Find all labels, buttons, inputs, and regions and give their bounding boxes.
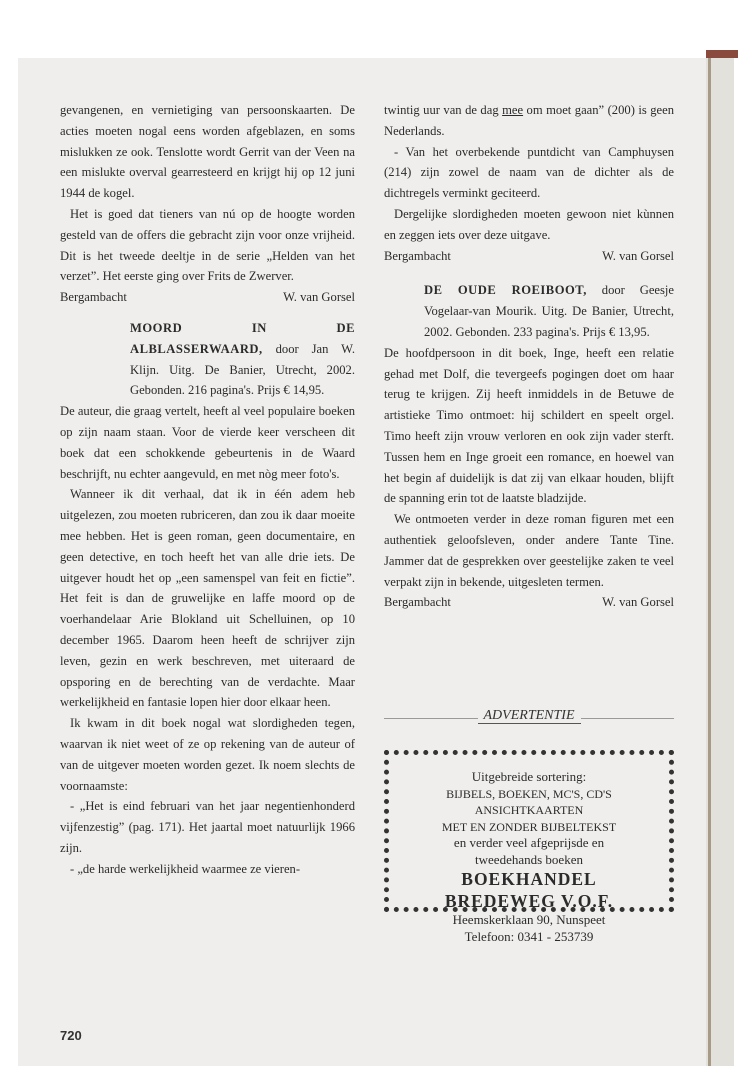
book-details: door Geesje Vogelaar-van Mourik. Uitg. De Banier, Utrecht, 2002. Gebonden. 233 pagina's. Prijs € 13,95.	[424, 283, 674, 339]
advertisement-box	[384, 750, 674, 944]
page-edge-mark	[706, 50, 738, 58]
paragraph: Het is goed dat tieners van nú op de hoogte worden gesteld van de offers die gebracht zijn voor onze vrijheid. Dit is het tweede deeltje in de serie „Helden van het verzet”. Het eerste ging over Frits de Zwerver.	[60, 206, 355, 284]
paragraph: Wanneer ik dit verhaal, dat ik in één adem heb uitgelezen, zou moeten rubriceren, dan zou ik daar moeite mee hebben. Het is geen roman, geen documentaire, en geen detective, en toch heeft het van alle drie iets. De uitgever houdt het op „een samenspel van feit en fictie”. Het feit is dan de gruwelijke en laffe moord op de voerhandelaar Arie Blokland uit Schelluinen, op 10 december 1965. Daarom heen heeft de schrijver zijn leven, gezin en werk beschreven, met uiteraard de opsporing en de berechting van de verdachte. Maar werkelijkheid en fantasie lopen hier door elkaar heen.	[60, 487, 355, 710]
shop-address: Heemskerklaan 90, Nunspeet	[452, 912, 606, 927]
shop-phone: Telefoon: 0341 - 253739	[464, 928, 594, 944]
advert-line: ANSICHTKAARTEN	[474, 803, 584, 817]
signature-name: W. van Gorsel	[602, 595, 674, 610]
advert-line: BIJBELS, BOEKEN, MC'S, CD'S	[446, 786, 612, 801]
book-entry-header	[424, 280, 674, 342]
book-details: door Jan W. Klijn. Uitg. De Banier, Utrecht, 2002. Gebonden. 216 pagina's. Prijs € 14,95.	[130, 341, 355, 398]
paragraph: - „Het is eind februari van het jaar negentienhonderd vijfenzestig” (pag. 171). Het jaartal moet natuurlijk 1966 zijn.	[60, 799, 355, 855]
paragraph	[384, 100, 674, 142]
right-column	[384, 100, 674, 613]
signature-line	[60, 287, 355, 308]
advert-line: tweedehands boeken	[475, 851, 583, 867]
paragraph: - „de harde werkelijkheid waarmee ze vieren-	[70, 861, 301, 876]
text-run: twintig uur van de dag	[384, 103, 503, 117]
advert-label	[384, 708, 674, 726]
signature-name: W. van Gorsel	[283, 290, 355, 305]
paragraph: Ik kwam in dit boek nogal wat slordigheden tegen, waarvan ik niet weet of ze op rekening van de auteur of van de uitgever moeten worden gezet. Ik noem slechts de voornaamste:	[60, 716, 355, 793]
page-number: 720	[60, 1028, 82, 1043]
signature-place: Bergambacht	[60, 290, 127, 305]
paragraph: We ontmoeten verder in deze roman figuren met een authentiek geloofsleven, onder andere Tante Tine. Jammer dat de gesprekken over geestelijke zaken te veel verpakt zijn in bekende, uitgesleten termen.	[384, 512, 674, 589]
shop-name: BREDEWEG V.O.F.	[444, 891, 614, 911]
underlined-word: mee	[502, 103, 524, 117]
signature-line	[384, 592, 674, 613]
advert-label-row	[384, 708, 674, 726]
paragraph: - Van het overbekende puntdicht van Camphuysen (214) zijn zowel de naam van de dichter als de dichtregels verminkt geciteerd.	[384, 144, 674, 201]
signature-name: W. van Gorsel	[602, 248, 674, 263]
advert-line: Uitgebreide sortering:	[471, 769, 587, 784]
signature-place: Bergambacht	[384, 595, 451, 610]
text-run: om moet gaan” (200) is geen Nederlands.	[384, 103, 675, 138]
left-column	[60, 100, 355, 879]
signature-place: Bergambacht	[384, 248, 451, 263]
book-title: DE OUDE ROEIBOOT,	[424, 283, 587, 298]
advert-line: en verder veel afgeprijsde en	[453, 835, 605, 850]
paragraph: gevangenen, en vernietiging van persoonskaarten. De acties moeten nogal eens worden afgeblazen, en soms mislukken ze ook. Tenslotte wordt Gerrit van der Veen na een mislukte overval gearresteerd en krijgt hij op 12 juni 1944 de kogel.	[60, 103, 355, 201]
advert-label-text: ADVERTENTIE	[478, 708, 581, 724]
paragraph: De auteur, die graag vertelt, heeft al veel populaire boeken op zijn naam staan. Voor de vierde keer verscheen dit boek dat een schokkende gebeurtenis in de Waard beschrijft, nu echter aangevuld, en met nòg meer foto's.	[60, 404, 355, 481]
shop-name: BOEKHANDEL	[461, 869, 597, 889]
paragraph: Dergelijke slordigheden moeten gewoon niet kùnnen en zeggen iets over deze uitgave.	[384, 206, 674, 242]
signature-line	[384, 246, 674, 267]
next-page-edge	[706, 58, 734, 1066]
paragraph: De hoofdpersoon in dit boek, Inge, heeft een relatie gehad met Dolf, die tevergeefs pogingen doet om haar terug te krijgen. Zij heeft inmiddels in de Betuwe de artistieke Timo ontmoet: hij schildert en speelt orgel. Timo heeft zijn vrouw verloren en ook zijn vader sterft. Tussen hem en Inge groeit een romance, en hoewel van het begin af duidelijk is dat zij van elkaar houden, blijft de spanning erin tot de laatste bladzijde.	[384, 345, 674, 506]
advert-line: MET EN ZONDER BIJBELTEKST	[441, 819, 617, 834]
book-title: MOORD IN DE ALBLASSERWAARD,	[130, 320, 355, 356]
book-entry-header	[130, 318, 355, 401]
